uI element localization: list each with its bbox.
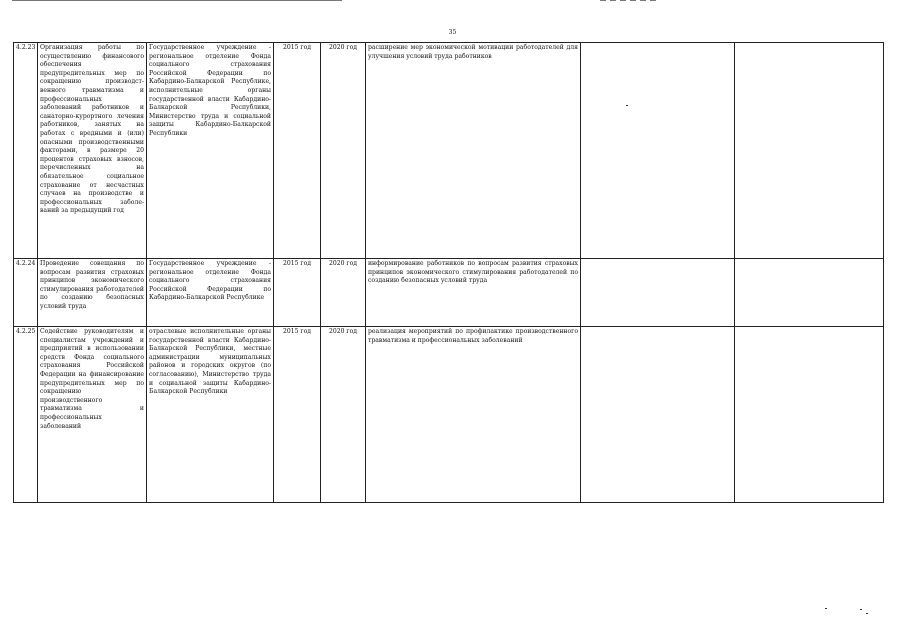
scan-edge-line xyxy=(12,0,342,1)
empty-cell xyxy=(581,259,735,327)
scan-speck xyxy=(860,609,862,610)
event-cell: Проведение совещания по вопросам развития страховых принципов экономического стимулирования работодателей по созданию безопасных условий труда xyxy=(38,259,147,327)
scan-edge-dashes xyxy=(600,0,660,1)
start-year-cell: 2015 год xyxy=(274,327,321,503)
start-year-cell: 2015 год xyxy=(274,259,321,327)
scan-speck xyxy=(825,608,827,609)
table-row xyxy=(14,43,884,259)
executor-cell: Государственное учреждение - региональное отделение Фонда социального страхования Российской Федерации по Кабардино-Балкарской Республике xyxy=(147,259,274,327)
end-year-cell: 2020 год xyxy=(321,43,366,259)
start-year-cell: 2015 год xyxy=(274,43,321,259)
row-number: 4.2.25 xyxy=(14,327,38,503)
event-cell: Организация работы по осуществлению финансового обеспечения предупредительных мер по сокращению производст-венного травматизма и профессиональных заболеваний работников и санаторно-курортного лечения работников, занятых на работах с вредными и (или) опасными производственными факторами, в размере 20 процентов страховых взносов, перечисленных на обязательное социальное страхование от несчастных случаев на производстве и профессиональных заболе-ваний за предыдущий год xyxy=(38,43,147,259)
scan-speck xyxy=(866,613,868,614)
scan-speck xyxy=(626,105,628,106)
row-number: 4.2.24 xyxy=(14,259,38,327)
result-cell: расширение мер экономической мотивации работодателей для улучшения условий труда работников xyxy=(366,43,581,259)
empty-cell xyxy=(581,43,735,259)
executor-cell: Государственное учреждение - региональное отделение Фонда социального страхования Российской Федерации по Кабардино-Балкарской Республике, исполнительные органы государственной власти Кабардино-Балкарской Республики, Министерство труда и социальной защиты Кабардино-Балкарской Республики xyxy=(147,43,274,259)
empty-cell xyxy=(735,43,884,259)
executor-cell: отраслевые исполнительные органы государственной власти Кабардино-Балкарской Республики, местные администрации муниципальных районов и городских округов (по согласованию), Министерство труда и социальной защиты Кабардино-Балкарской Республики xyxy=(147,327,274,503)
empty-cell xyxy=(735,327,884,503)
empty-cell xyxy=(735,259,884,327)
end-year-cell: 2020 год xyxy=(321,327,366,503)
table-row xyxy=(14,259,884,327)
table-row xyxy=(14,327,884,503)
end-year-cell: 2020 год xyxy=(321,259,366,327)
page-number: 35 xyxy=(448,29,457,36)
event-cell: Содействие руководителям и специалистам учреждений и предприятий в использовании средств Фонда социального страхования Российской Федерации на финансирование предупредительных мер по сокращению производственного травматизма и профессиональных заболеваний xyxy=(38,327,147,503)
measures-table xyxy=(13,42,884,503)
row-number: 4.2.23 xyxy=(14,43,38,259)
result-cell: информирование работников по вопросам развития страховых принципов экономического стимулирования работодателей по созданию безопасных условий труда xyxy=(366,259,581,327)
result-cell: реализация мероприятий по профилактике производственного травматизма и профессиональных заболеваний xyxy=(366,327,581,503)
empty-cell xyxy=(581,327,735,503)
